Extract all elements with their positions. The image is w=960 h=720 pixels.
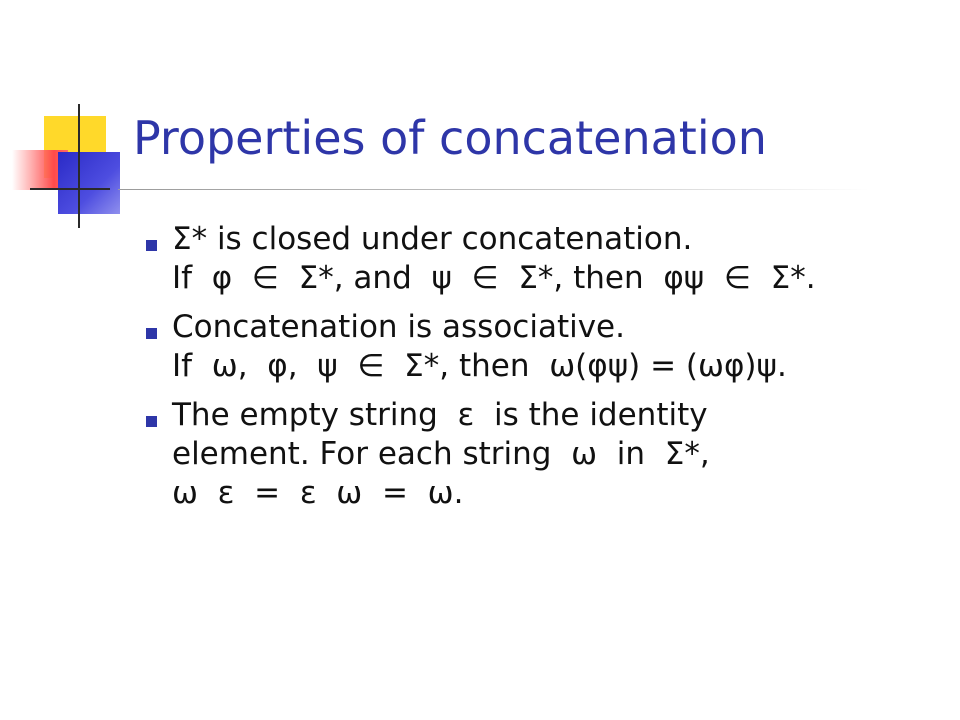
bullet-line: Σ* is closed under concatenation. xyxy=(172,221,693,257)
bullet-item-identity xyxy=(146,396,936,513)
bullet-line: element. For each string ω in Σ*, xyxy=(172,436,710,472)
title-underline xyxy=(118,189,870,190)
bullet-square-icon xyxy=(146,416,157,427)
bullet-item-associativity xyxy=(146,308,936,386)
bullet-square-icon xyxy=(146,328,157,339)
bullet-line: If ω, φ, ψ ∈ Σ*, then ω(φψ) = (ωφ)ψ. xyxy=(172,348,787,384)
bullet-item-closure xyxy=(146,220,936,298)
bullet-line: If φ ∈ Σ*, and ψ ∈ Σ*, then φψ ∈ Σ*. xyxy=(172,260,816,296)
bullet-line: The empty string ε is the identity xyxy=(172,397,708,433)
bullet-line: Concatenation is associative. xyxy=(172,309,625,345)
bullet-list xyxy=(146,220,936,523)
bullet-line: ω ε = ε ω = ω. xyxy=(172,475,464,511)
logo-horizontal-line xyxy=(30,188,110,190)
bullet-square-icon xyxy=(146,240,157,251)
logo-vertical-line xyxy=(78,104,80,228)
logo-blue-square xyxy=(58,152,120,214)
slide-title: Properties of concatenation xyxy=(133,111,767,165)
